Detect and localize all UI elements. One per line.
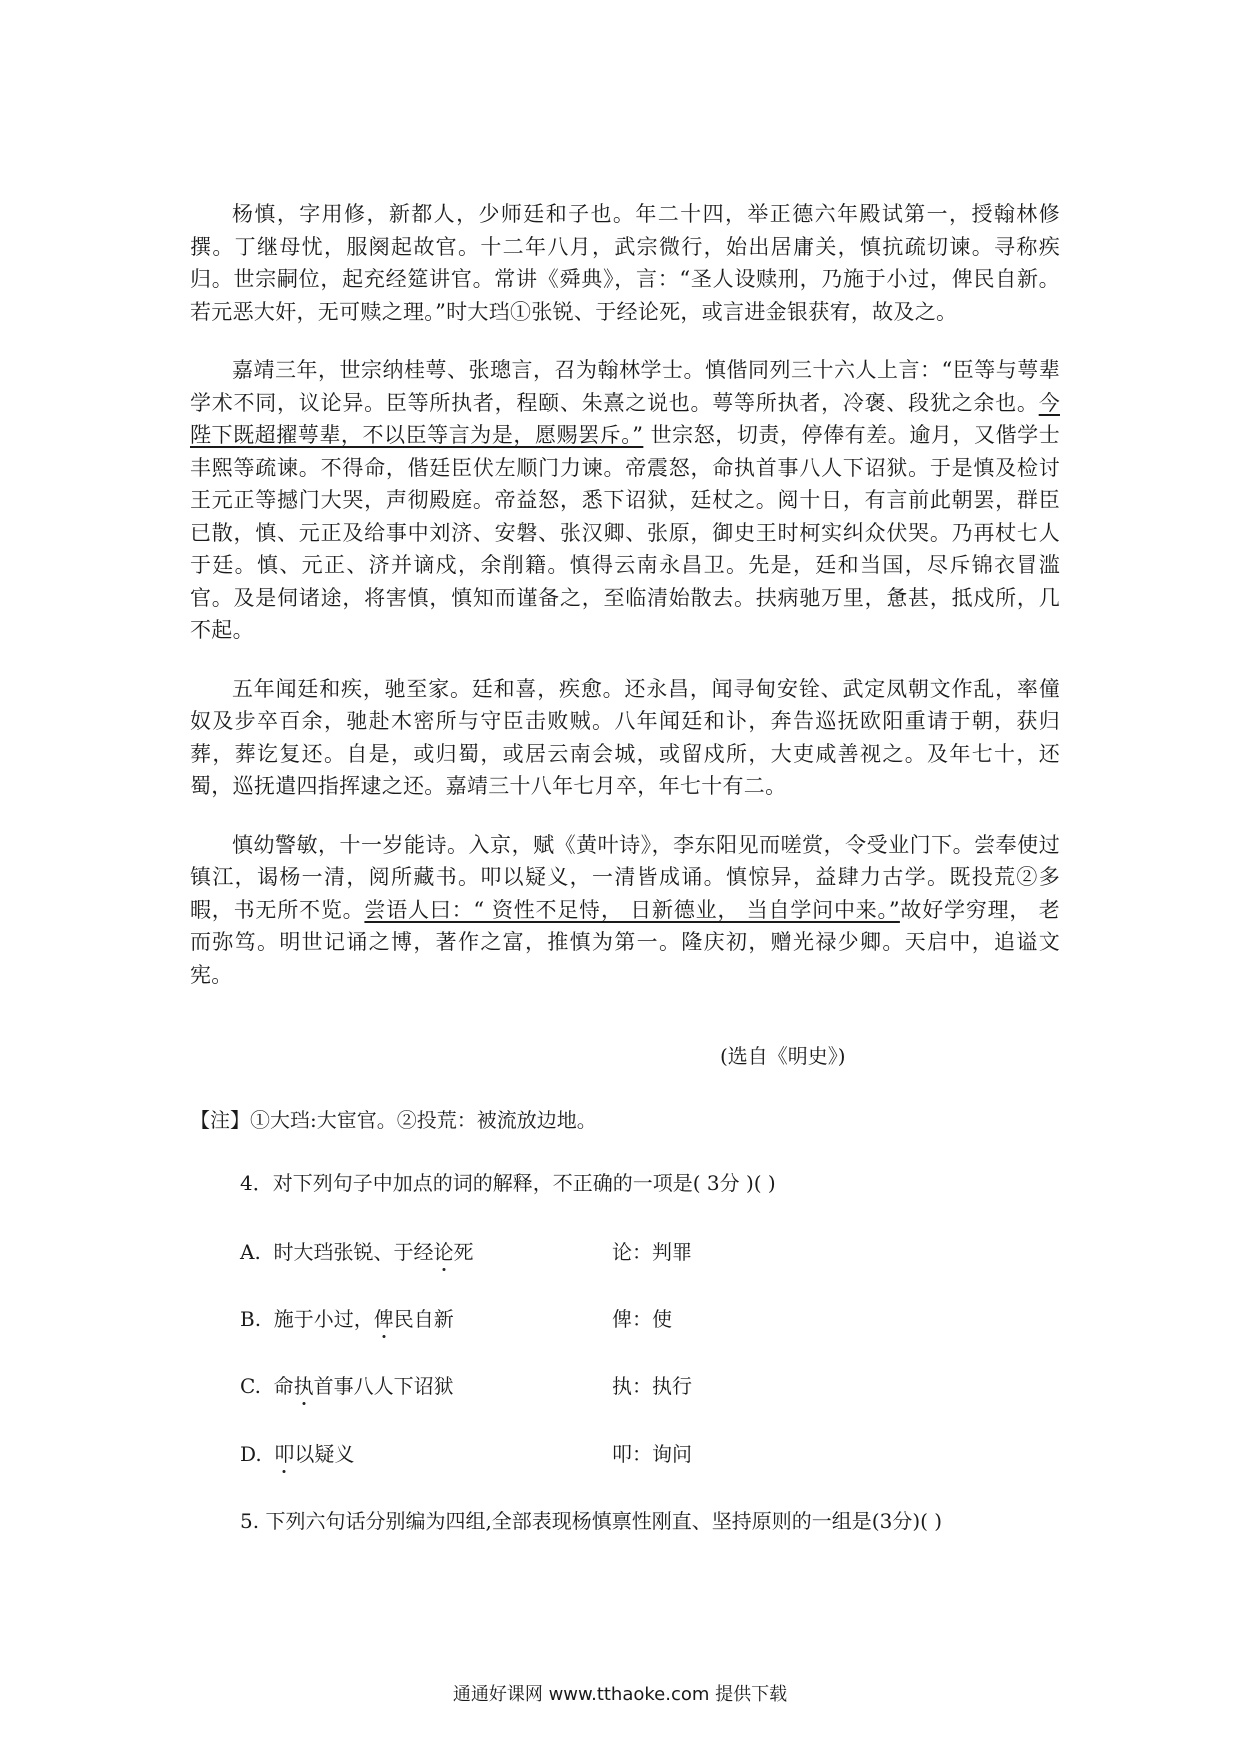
option-a-text: 时大珰张锐、于经 <box>273 1240 434 1264</box>
option-c-text: 命 <box>273 1374 294 1398</box>
paragraph-3: 五年闻廷和疾，驰至家。廷和喜，疾愈。还永昌，闻寻甸安铨、武定凤朝文作乱，率僮奴及步卒百余，驰赴木密所与守臣击败贼。八年闻廷和讣，奔告巡抚欧阳重请于朝，获归葬，葬讫复还。自是，或归蜀，或居云南会城，或留戍所，大吏咸善视之。及年七十，还蜀，巡抚遣四指挥逮之还。嘉靖三十八年七月卒，年七十有二。 <box>190 676 1060 798</box>
option-b-sentence <box>240 1303 454 1332</box>
paragraph-4 <box>190 829 1060 992</box>
option-c-gloss: 执：执行 <box>612 1374 692 1398</box>
option-d-text-end: 以疑义 <box>294 1442 355 1466</box>
paragraph-2 <box>190 354 1060 647</box>
option-d-label: D. <box>240 1442 262 1466</box>
option-c-text-end: 首事八人下诏狱 <box>313 1374 454 1398</box>
option-d-dotted-word: 叩 <box>274 1438 294 1467</box>
paragraph-4-underlined: 尝语人曰：“ 资性不足恃， 日新德业， 当自学问中来。” <box>364 897 900 922</box>
option-a-gloss: 论：判罪 <box>612 1240 692 1264</box>
option-b-label: B. <box>240 1307 262 1331</box>
question-5: 5. 下列六句话分别编为四组,全部表现杨慎禀性刚直、坚持原则的一组是(3分)( ) <box>240 1509 943 1533</box>
option-d-gloss: 叩：询问 <box>612 1442 692 1466</box>
paragraph-4-text-a: 慎幼警敏，十一岁能诗。入京，赋《黄叶诗》，李东阳见而嗟赏，令受业门下。尝奉使过镇江，谒杨一清，阅所藏书。叩以疑义，一清皆成诵。慎惊异，益肆力古学。既投荒②多暇，书无所不览。 <box>190 832 1060 922</box>
annotation-note: 【注】①大珰:大宦官。②投荒：被流放边地。 <box>190 1108 597 1132</box>
option-a-text-end: 死 <box>453 1240 474 1264</box>
paragraph-2-underlined: 今陛下既超擢萼辈，不以臣等言为是，愿赐罢斥。” <box>190 390 1060 447</box>
option-c-dotted-word: 执 <box>294 1370 314 1399</box>
option-b-text-end: 民自新 <box>393 1307 454 1331</box>
option-c-sentence <box>240 1370 454 1399</box>
option-b-dotted-word: 俾 <box>374 1303 394 1332</box>
paragraph-4-text-b: 故好学穷理， 老而弥笃。明世记诵之博，著作之富，推慎为第一。隆庆初，赠光禄少卿。天启中，追谥文宪。 <box>190 897 1060 987</box>
passage <box>190 198 1060 991</box>
question-4: 4．对下列句子中加点的词的解释，不正确的一项是( 3分 )( ) <box>240 1171 776 1195</box>
option-a-dotted-word: 论 <box>434 1236 454 1265</box>
paragraph-2-text-b: 世宗怒，切责，停俸有差。逾月，又偕学士丰熙等疏谏。不得命，偕廷臣伏左顺门力谏。帝震怒，命执首事八人下诏狱。于是慎及检讨王元正等撼门大哭，声彻殿庭。帝益怒，悉下诏狱，廷杖之。阅十日，有言前此朝罢，群臣已散，慎、元正及给事中刘济、安磐、张汉卿、张原，御史王时柯实纠众伏哭。乃再杖七人于廷。慎、元正、济并谪戍，余削籍。慎得云南永昌卫。先是，廷和当国，尽斥锦衣冒滥官。及是伺诸途，将害慎，慎知而谨备之，至临清始散去。扶病驰万里，惫甚，抵戍所，几不起。 <box>190 423 1060 642</box>
paragraph-2-text-a: 嘉靖三年，世宗纳桂萼、张璁言，召为翰林学士。慎偕同列三十六人上言：“臣等与萼辈学术不同，议论异。臣等所执者，程颐、朱熹之说也。萼等所执者，冷褒、段犹之余也。 <box>190 358 1060 415</box>
option-a-sentence <box>240 1236 474 1265</box>
source-citation: (选自《明史》) <box>720 1044 846 1068</box>
footer-credit: 通通好课网 www.tthaoke.com 提供下载 <box>452 1684 788 1705</box>
option-c-label: C. <box>240 1374 261 1398</box>
option-b-text: 施于小过， <box>273 1307 374 1331</box>
option-b-gloss: 俾：使 <box>612 1307 672 1331</box>
paragraph-1: 杨慎，字用修，新都人，少师廷和子也。年二十四，举正德六年殿试第一，授翰林修撰。丁继母忧，服阕起故官。十二年八月，武宗微行，始出居庸关，慎抗疏切谏。寻称疾归。世宗嗣位，起充经筵讲官。常讲《舜典》，言：“圣人设赎刑，乃施于小过，俾民自新。若元恶大奸，无可赎之理。”时大珰①张锐、于经论死，或言进金银获宥，故及之。 <box>190 202 1060 324</box>
option-a-label: A. <box>240 1240 261 1264</box>
option-d-sentence <box>240 1438 354 1467</box>
